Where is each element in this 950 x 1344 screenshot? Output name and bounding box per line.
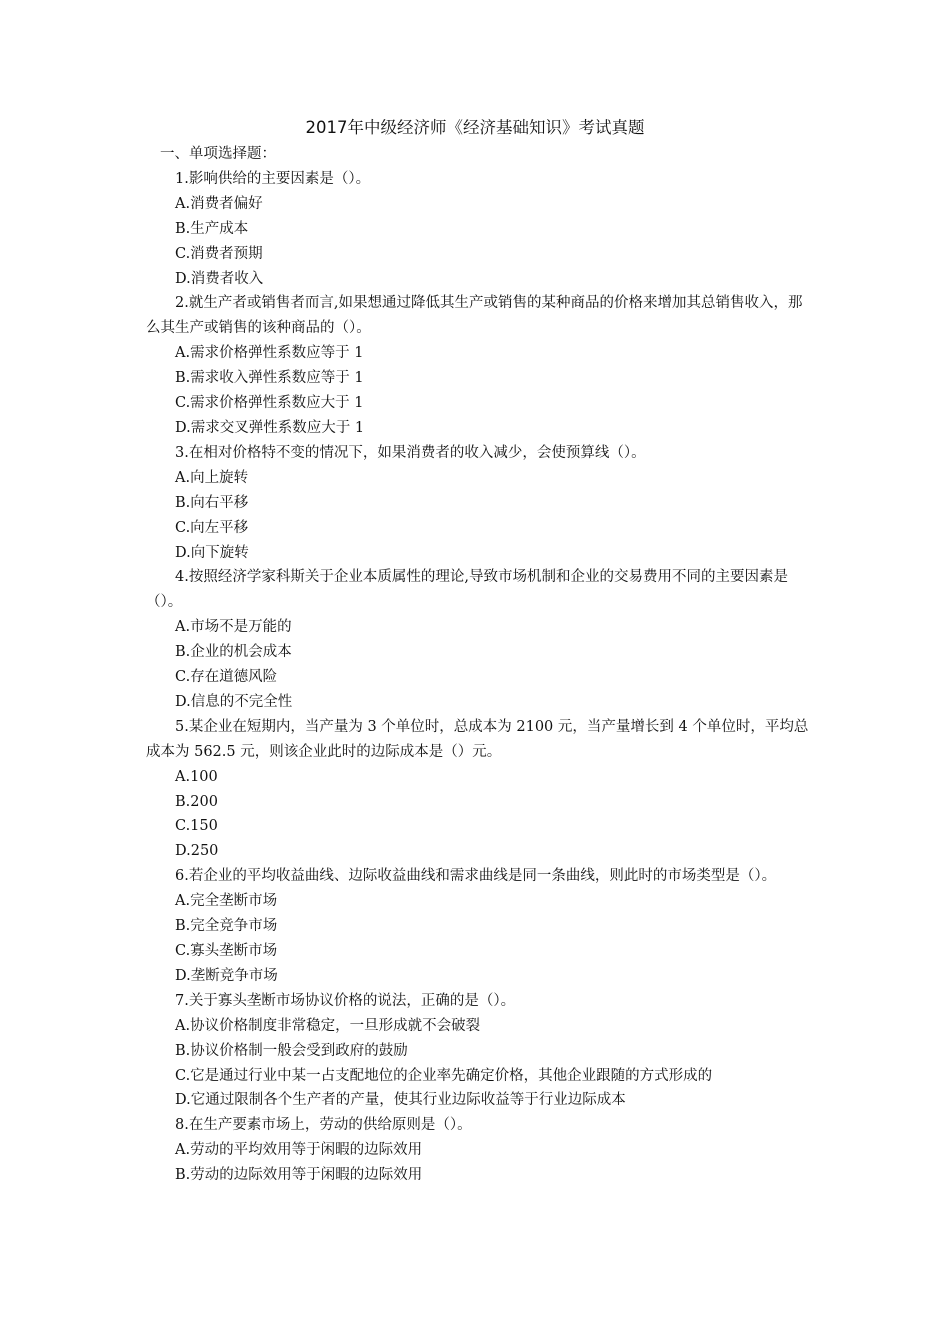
question-3-option-d: D.向下旋转 — [175, 544, 249, 561]
question-5-option-d: D.250 — [175, 843, 219, 860]
question-3-option-b: B.向右平移 — [175, 494, 249, 511]
question-5-option-b: B.200 — [175, 793, 218, 810]
question-3-option-c: C.向左平移 — [175, 519, 249, 536]
question-8-stem: 8.在生产要素市场上，劳动的供给原则是（）。 — [175, 1117, 472, 1134]
question-4-option-a: A.市场不是万能的 — [175, 619, 292, 636]
question-3-option-a: A.向上旋转 — [175, 469, 249, 486]
section-heading: 一、单项选择题： — [160, 146, 276, 162]
question-6-option-c: C.寡头垄断市场 — [175, 943, 278, 959]
question-6-option-a: A.完全垄断市场 — [175, 893, 278, 910]
question-1-option-c: C.消费者预期 — [175, 245, 263, 262]
question-7-option-a: A.协议价格制度非常稳定，一旦形成就不会破裂 — [175, 1017, 481, 1034]
question-1-stem: 1.影响供给的主要因素是（）。 — [175, 170, 371, 187]
question-4-option-c: C.存在道德风险 — [175, 669, 278, 686]
question-8-option-b: B.劳动的边际效用等于闲暇的边际效用 — [175, 1167, 423, 1184]
question-7-option-b: B.协议价格制一般会受到政府的鼓励 — [175, 1042, 408, 1059]
question-2-stem: 2.就生产者或销售者而言,如果想通过降低其生产或销售的某种商品的价格来增加其总销售收入，那么其生产或销售的该种商品的（）。 — [146, 295, 803, 337]
question-6-stem: 6.若企业的平均收益曲线、边际收益曲线和需求曲线是同一条曲线，则此时的市场类型是（）。 — [175, 868, 777, 885]
question-6-option-d: D.垄断竞争市场 — [175, 967, 278, 984]
question-1-option-a: A.消费者偏好 — [175, 195, 263, 212]
question-8-option-a: A.劳动的平均效用等于闲暇的边际效用 — [175, 1142, 423, 1159]
question-5-stem: 5.某企业在短期内，当产量为 3 个单位时，总成本为 2100 元，当产量增长到 4 个单位时，平均总成本为 562.5 元，则该企业此时的边际成本是（）元。 — [146, 718, 809, 760]
question-5-option-a: A.100 — [175, 768, 218, 785]
question-4-option-b: B.企业的机会成本 — [175, 644, 292, 661]
document-body — [146, 142, 810, 1188]
question-2-option-a: A.需求价格弹性系数应等于 1 — [175, 345, 364, 362]
question-7-stem: 7.关于寡头垄断市场协议价格的说法，正确的是（）。 — [175, 992, 516, 1009]
question-1-option-d: D.消费者收入 — [175, 270, 264, 287]
question-4-option-d: D.信息的不完全性 — [175, 693, 293, 710]
document-title: 2017年中级经济师《经济基础知识》考试真题 — [305, 118, 645, 137]
question-2-option-c: C.需求价格弹性系数应大于 1 — [175, 395, 364, 412]
question-5-option-c: C.150 — [175, 818, 218, 835]
question-7-option-d: D.它通过限制各个生产者的产量，使其行业边际收益等于行业边际成本 — [175, 1092, 626, 1109]
question-2-option-d: D.需求交叉弹性系数应大于 1 — [175, 419, 365, 436]
question-7-option-c: C.它是通过行业中某一占支配地位的企业率先确定价格，其他企业跟随的方式形成的 — [175, 1067, 713, 1084]
question-1-option-b: B.生产成本 — [175, 220, 249, 237]
question-4-stem: 4.按照经济学家科斯关于企业本质属性的理论,导致市场机制和企业的交易费用不同的主要因素是（）。 — [146, 569, 788, 611]
question-2-option-b: B.需求收入弹性系数应等于 1 — [175, 370, 364, 387]
question-3-stem: 3.在相对价格特不变的情况下，如果消费者的收入减少，会使预算线（）。 — [175, 444, 646, 461]
question-6-option-b: B.完全竞争市场 — [175, 918, 278, 935]
